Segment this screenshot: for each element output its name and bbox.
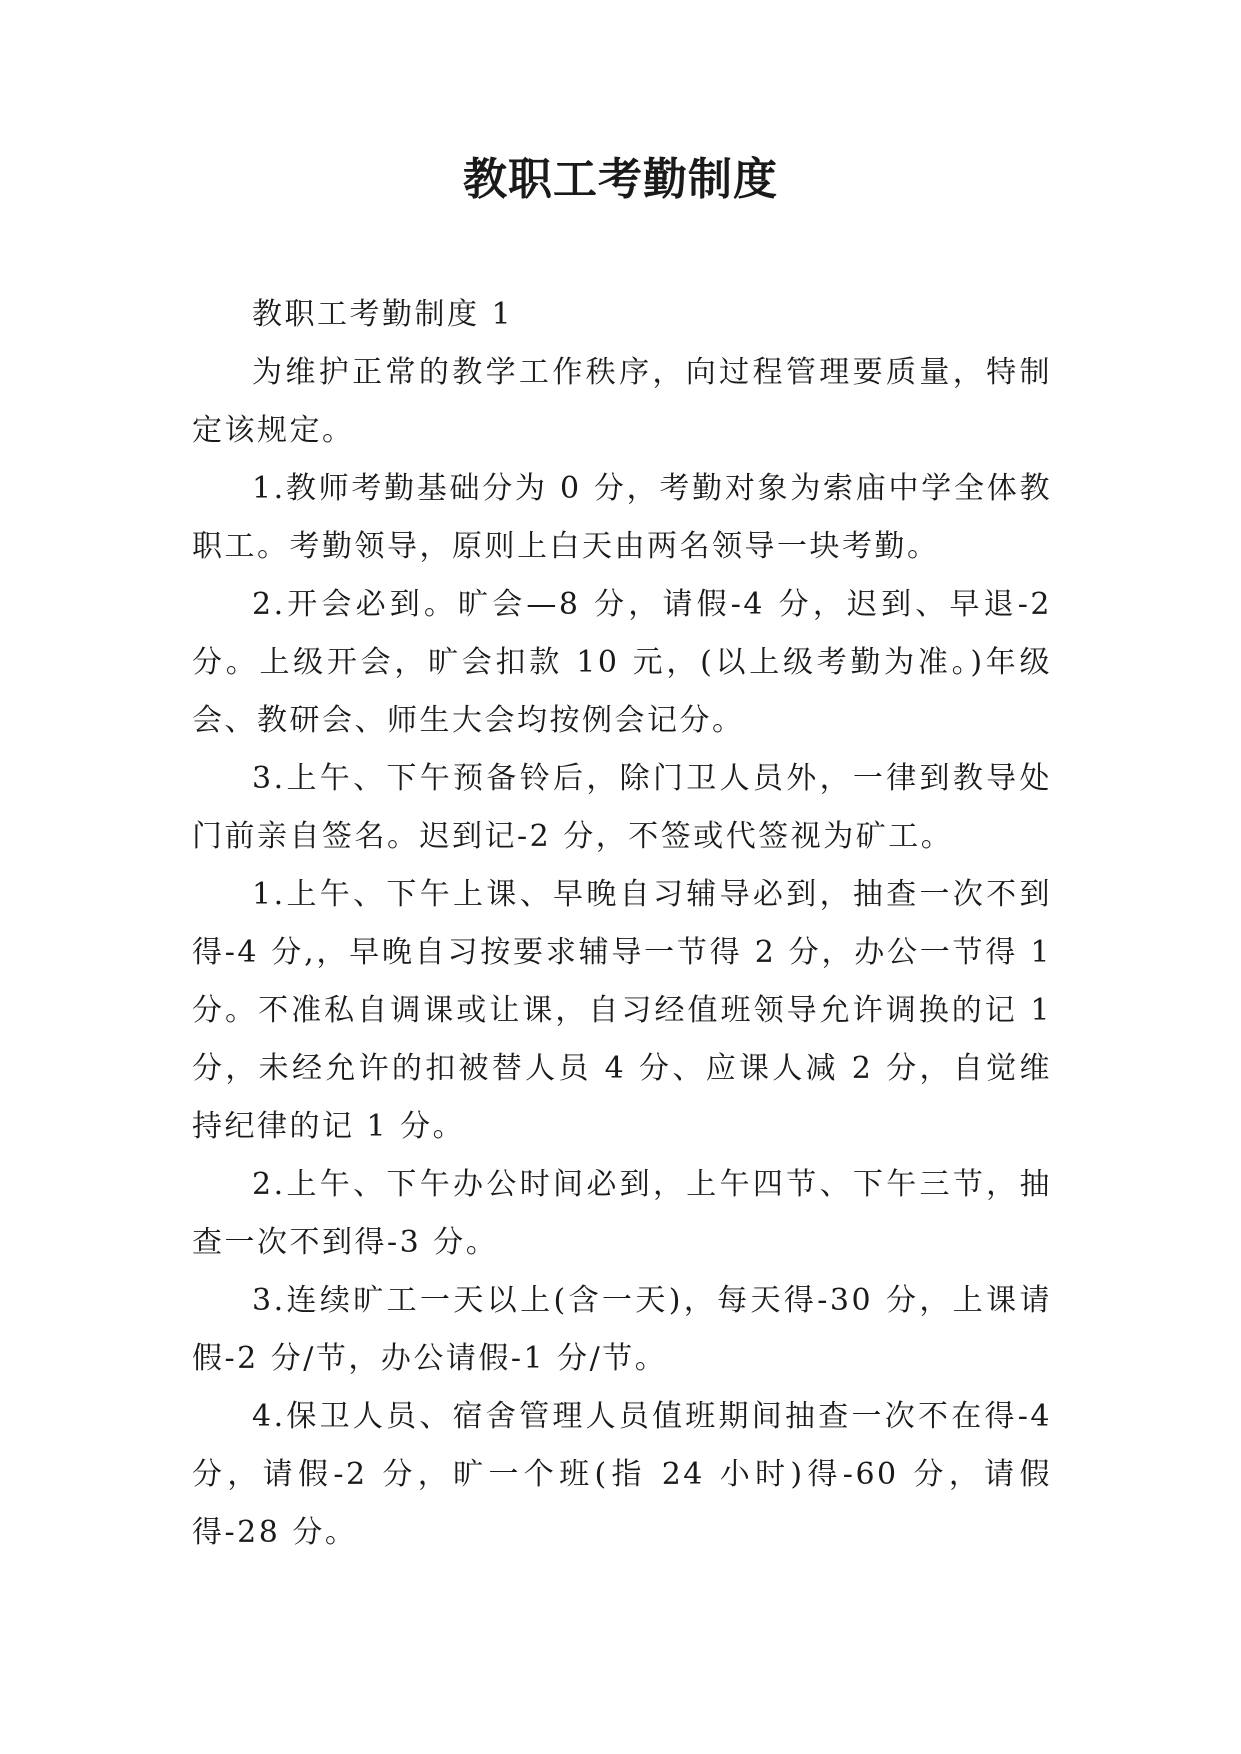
document-body <box>192 286 1052 1562</box>
paragraph-rule-3: 3.上午、下午预备铃后，除门卫人员外，一律到教导处门前亲自签名。迟到记-2 分，不签或代签视为矿工。 <box>192 761 1052 854</box>
paragraph-rule-1: 1.教师考勤基础分为 0 分，考勤对象为索庙中学全体教职工。考勤领导，原则上白天由两名领导一块考勤。 <box>192 471 1052 564</box>
paragraph-subrule-4: 4.保卫人员、宿舍管理人员值班期间抽查一次不在得-4 分，请假-2 分，旷一个班(指 24 小时)得-60 分，请假得-28 分。 <box>192 1399 1052 1550</box>
document-title: 教职工考勤制度 <box>463 154 778 205</box>
paragraph-subrule-1: 1.上午、下午上课、早晚自习辅导必到，抽查一次不到得-4 分,，早晚自习按要求辅导一节得 2 分，办公一节得 1 分。不准私自调课或让课，自习经值班领导允许调换的记 1 分，未经允许的扣被替人员 4 分、应课人减 2 分，自觉维持纪律的记 1 分。 <box>192 877 1052 1144</box>
paragraph-section-heading: 教职工考勤制度 1 <box>252 297 514 332</box>
paragraph-subrule-2: 2.上午、下午办公时间必到，上午四节、下午三节，抽查一次不到得-3 分。 <box>192 1167 1052 1260</box>
paragraph-subrule-3: 3.连续旷工一天以上(含一天)，每天得-30 分，上课请假-2 分/节，办公请假-1 分/节。 <box>192 1283 1052 1376</box>
paragraph-purpose: 为维护正常的教学工作秩序，向过程管理要质量，特制定该规定。 <box>192 355 1052 448</box>
paragraph-rule-2: 2.开会必到。旷会—8 分，请假-4 分，迟到、早退-2 分。上级开会，旷会扣款 10 元，(以上级考勤为准。)年级会、教研会、师生大会均按例会记分。 <box>192 587 1052 738</box>
